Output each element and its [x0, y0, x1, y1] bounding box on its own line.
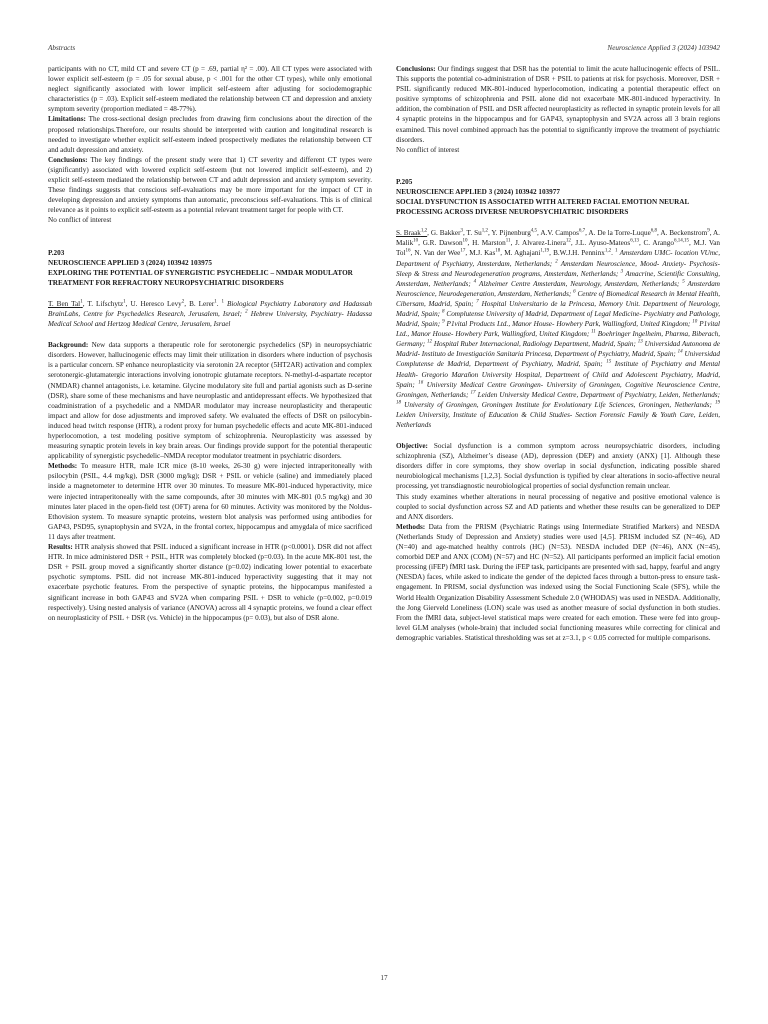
methods-paragraph [48, 461, 372, 542]
limitations-label: Limitations: [48, 115, 86, 124]
abstract-id: P.203 [48, 248, 65, 257]
limitations-text: The cross-sectional design precludes from drawing firm conclusions about the direction of the proposed relationships.Therefore, our results should be interpreted with caution and longitudinal research is needed to investigate whether explicit self-esteem indeed prospectively mediates the relationship between CT and adult depression and anxiety. [48, 115, 372, 154]
objective-paragraph [396, 441, 720, 491]
methods-label: Methods: [48, 462, 78, 471]
methods-text: Data from the PRISM (Psychiatric Ratings using Intermediate Stratified Markers) and NESDA (Netherlands Study of Depression and Anxiety) studies were used [4,5]. PRISM included SZ (N=46), AD (N=40) and age-matched healthy controls (HC) (N=53). NESDA included DEP (N=46), ANX (N=45), comorbid DEP and ANX (COM) (N=57) and HC (N=52). All participants performed an implicit facial emotion processing (iFEP) fMRI task. During the iFEP task, participants are presented with sad, happy, fearful and angry (NESDA) faces, while asked to indicate the gender of the depicted faces through a button-press to ensure task-engagement. In PRISM, social dysfunction was indexed using the Social Functioning Scale (SFS), while the World Health Organization Disability Assessment Schedule 2.0 (WHODAS) was used in NESDA. Additionally, the Jong Gierveld Loneliness (LON) scale was used as another measure of social dysfunction in both studies. From the fMRI data, subject-level statistical maps were created for each emotion. These were fed into group-level GLM analyses (whole-brain) that included social functioning measures while correcting for clinical and demographic variables. Statistical thresholding was set at z=3.1, p < 0.05 corrected for multiple comparisons. [396, 522, 720, 642]
author-list: S. Braak$^{1,2}$, G. Bakker$^3$, T. Su$^{1,2}$, Y. Pijnenburg$^{4,5}$, A.V. Campos$^{6,7}$, A. De la Torre-Luque$^{6,8}$, A. Beckenstrom$^9$, A. Malik$^{10}$, G.R. Dawson$^{10}$, H. Marston$^{11}$, J. Alvarez-Linera$^{12}$, J.L. Ayuso-Mateos$^{6,13}$, C. Arango$^{6,14,15}$, M.J. Van Tol$^{16}$, N. Van der Wee$^{17}$, M.J. Kas$^{18}$, M. Aghajani$^{1,19}$, B.W.J.H. Penninx$^{1,2}$. $^1$ Amsterdam UMC- location VUmc, Department of Psychiatry, Amsterdam, Netherlands; $^2$ Amsterdam Neuroscience, Mood- Anxiety- Psychosis- Sleep & Stress and Neurodegeneration programs, Amsterdam, Netherlands; $^3$ Amacrine, Scientific Consulting, Amsterdam, Netherlands; $^4$ Alzheimer Centre Amsterdam, Neurology, Amsterdam, Netherlands; $^5$ Amsterdam Neuroscience, Neurodegeneration, Amsterdam, Netherlands; $^6$ Centre of Biomedical Research in Mental Health, Cibersam, Madrid, Spain; $^7$ Hospital Universitario de la Princesa, Memory Unit. Department of Neurology, Madrid, Spain; $^8$ Complutense University of Madrid, Department of Legal Medicine- Psychiatry and Pathology, Madrid, Spain; $^9$ P1vital Products Ltd., Manor House- Howbery Park, Wallingford, United Kingdom; $^{10}$ P1vital Ltd., Manor House- Howbery Park, Wallingford, United Kingdom; $^{11}$ Boehringer Ingelheim, Pharma, Biberach, Germany; $^{12}$ Hospital Ruber Internacional, Radiology Department, Madrid, Spain; $^{13}$ Universidad Autonoma de Madrid- Instituto de Investigación Sanitaria Princesa, Department of Psychiatry, Madrid, Spain; $^{14}$ Universidad Complutense de Madrid, Department of Psychiatry, Madrid, Spain; $^{15}$ Institute of Psychiatry and Mental Health- Gregorio Marañon University Hospital, Department of Child and Adolescent Psychiatry, Madrid, Spain; $^{16}$ University Medical Centre Groningen- University of Groningen, Cognitive Neuroscience Centre, Groningen, Netherlands; $^{17}$ Leiden University Medical Centre, Department of Psychiatry, Leiden, Netherlands; $^{18}$ University of Groningen, Groningen Institute for Evolutionary Life Sciences, Groningen, Netherlands; $^{19}$ Leiden University, Institute of Education & Child Studies- Section Forensic Family & Youth Care, Leiden, Netherlands [396, 228, 721, 429]
conclusions-paragraph [396, 64, 720, 145]
page-number: 17 [380, 974, 388, 982]
conclusions-text: Our findings suggest that DSR has the potential to limit the acute hallucinogenic effects of PSIL. This supports the potential co-administration of DSR + PSIL to patients at risk for psychosis. Moreover, DSR + PSIL significantly reduced MK-801-induced hyperlocomotion, indicating a potential therapeutic effect on positive symptoms of schizophrenia and PSIL alone did not exacerbate MK-801-induced hyperactivity. In addition, the combination of PSIL and DSR affected neuroplasticity as reflected in synaptic protein levels for all 4 synaptic proteins in the hippocampus and for GAP43, synaptophysin and SV2A across all 3 brain regions examined. This novel combined approach has the potential to significantly improve the treatment of psychiatric disorders. [396, 65, 720, 144]
abstract-title: SOCIAL DYSFUNCTION IS ASSOCIATED WITH ALTERED FACIAL EMOTION NEURAL PROCESSING ACROSS DIVERSE NEUROPSYCHIATRIC DISORDERS [396, 198, 689, 217]
abstract-title: EXPLORING THE POTENTIAL OF SYNERGISTIC PSYCHEDELIC – NMDAR MODULATOR TREATMENT FOR REFRACTORY NEUROPSYCHIATRIC DISORDERS [48, 268, 353, 287]
right-column [396, 64, 720, 643]
results-label: Results: [48, 543, 73, 552]
abstract-journal-ref: NEUROSCIENCE APPLIED 3 (2024) 103942 103975 [48, 258, 212, 267]
conclusions-paragraph [48, 155, 372, 216]
methods-text: To measure HTR, male ICR mice (8-10 weeks, 26-30 g) were injected intraperitoneally with psilocybin (PSIL, 4.4 mg/kg), DSR (3000 mg/kg); DSR + PSIL or vehicle (saline) and immediately placed inside a magnetometer to determine HTR over 30 minutes. To measure MK-801-induced hyperactivity, mice were injected intraperitoneally with the same compounds, after 30 minutes with MK-801 (0.5 mg/kg) and 30 minutes later placed in the open-field test (OFT) arena for 60 minutes. Activity was monitored by the Noldus-Ethovision system. To measure synaptic proteins, western blot analysis was performed using antibodies for GAP43, PSD95, synaptophysin and SV2A, in the frontal cortex, hippocampus and amygdala of mice sacrificed 11 days after treatment. [48, 462, 372, 541]
abstract-journal-ref: NEUROSCIENCE APPLIED 3 (2024) 103942 103977 [396, 187, 560, 196]
conclusions-label: Conclusions: [48, 155, 88, 164]
conclusions-text: The key findings of the present study were that 1) CT severity and different CT types were (significantly) associated with lowered explicit self-esteem (but not lowered implicit self-esteem), and 2) explicit self-esteem mediated the relationship between CT and adult depression and anxiety symptom severity. These findings suggests that conscious self-evaluations may be more important for the impact of CT in developing depression and anxiety symptoms than automatic, preconscious self-evaluations. This is of clinical relevance as it points to explicit self-esteem as a potential relevant treatment target for people with CT. [48, 155, 372, 215]
methods-paragraph [396, 522, 720, 643]
objective-paragraph-2: This study examines whether alterations in neural processing of negative and positive emotional valence is coupled to social dysfunction across SZ and AD patients and whether these results can be generalized to DEP and ANX disorders. [396, 492, 720, 521]
continued-abstract-text: participants with no CT, mild CT and severe CT (p = .69, partial η² = .00). All CT types were associated with lower explicit self-esteem (p = .05 for sexual abuse, p < .001 for the other CT types), while only emotional neglect significantly associated with lower implicit self-esteem after adjusting for sociodemographic characteristics (p = .03). Explicit self-esteem mediated the relationship between CT and depression and anxiety symptom severity (proportion mediated = 48-77%). [48, 65, 372, 114]
conflict-of-interest: No conflict of interest [48, 216, 112, 225]
results-text: HTR analysis showed that PSIL induced a significant increase in HTR (p<0.0001). DSR did not affect HTR. In mice administered DSR + PSIL, HTR was completely blocked (p=0.03). In the acute MK-801 test, the DSR + PSIL group moved a significantly shorter distance (p=0.02) indicating lower potential to exacerbate psychotic symptoms. PSIL did not increase MK-801-induced hyperactivity suggesting that it may not exacerbate psychotic features. From the perspective of synaptic proteins, the hippocampus manifested a significant increase in both GAP43 and SV2A when comparing PSIL + DSR to vehicle (p=0.002, p=0.019 respectively). Using nested analysis of variance (ANOVA) across all 4 synaptic proteins, we found a clear effect on neuroplasticity of PSIL + DSR (vs. Vehicle) in the hippocampus (p= 0.03), but also of DSR alone. [48, 543, 372, 622]
abstract-id: P.205 [396, 177, 413, 186]
author-list: T. Ben Tal$^1$, T. Lifschytz$^1$, U. Heresco Levy$^2$, B. Lerer$^1$. $^1$ Biological Psychiatry Laboratory and Hadassah BrainLabs, Centre for Psychedelics Research, Jerusalem, Israel; $^2$ Hebrew University, Psychiatry- Hadassa Medical School and Hertzog Medical Centre, Jerusalem, Israel [48, 299, 373, 329]
background-paragraph [48, 340, 372, 461]
limitations-paragraph [48, 114, 372, 154]
conclusions-label: Conclusions: [396, 65, 436, 73]
methods-label: Methods: [396, 522, 426, 531]
objective-label: Objective: [396, 442, 428, 451]
running-header-right: Neuroscience Applied 3 (2024) 103942 [607, 44, 720, 52]
running-header-left: Abstracts [48, 44, 76, 52]
conflict-of-interest: No conflict of interest [396, 145, 460, 154]
background-text: New data supports a therapeutic role for serotonergic psychedelics (SP) in neuropsychiatric disorders. However, hallucinogenic effects may limit their utilization in disorders where induction of psychosis is a particular concern. SP enhance neuroplasticity via serotonin 2A receptor (5HT2AR) activation and complex serotonergic-glutamatergic interactions involving ionotropic glutamate receptors. N-methyl-d-aspartate receptor (NMDAR) channel antagonists, i.e. ketamine. Glycine modulatory site full and partial agonists such as D-serine (DSR), share some of these mechanisms and have neuroplastic and antidepressant effects. We hypothesized that coadministration of a psychedelic and a NMDAR modulator may increase neuroplasticity and therapeutic impact and allow for dose adjustments and improved safety. We evaluated the effects of DSR on psilocybin-induced head twitch response (HTR), a rodent proxy for human psychedelic effects and acute MK-801-induced hyperlocomotion, a test modeling positive symptom of schizophrenia. Neuroplasticity was assessed by measuring synaptic protein levels in key brain areas. Our findings provide support for the potential therapeutic applicability of synergistic psychedelic–NMDA receptor modulator treatment in psychiatric disorders. [48, 341, 372, 461]
left-column [48, 64, 372, 623]
results-paragraph [48, 542, 372, 623]
objective-text: Social dysfunction is a common symptom across neuropsychiatric disorders, including schizophrenia (SZ), Alzheimer’s disease (AD), depression (DEP) and anxiety (ANX) [1]. Although these disorders differ in core symptoms, they show overlap in social dysfunction, indicating possible shared neurobiological mechanisms [1,2,3]. Social dysfunction is typified by clear alterations in socio-affective neural processing, yet transdiagnostic neurobiological properties of social dysfunction remain unclear. [396, 442, 720, 491]
background-label: Background: [48, 341, 89, 350]
